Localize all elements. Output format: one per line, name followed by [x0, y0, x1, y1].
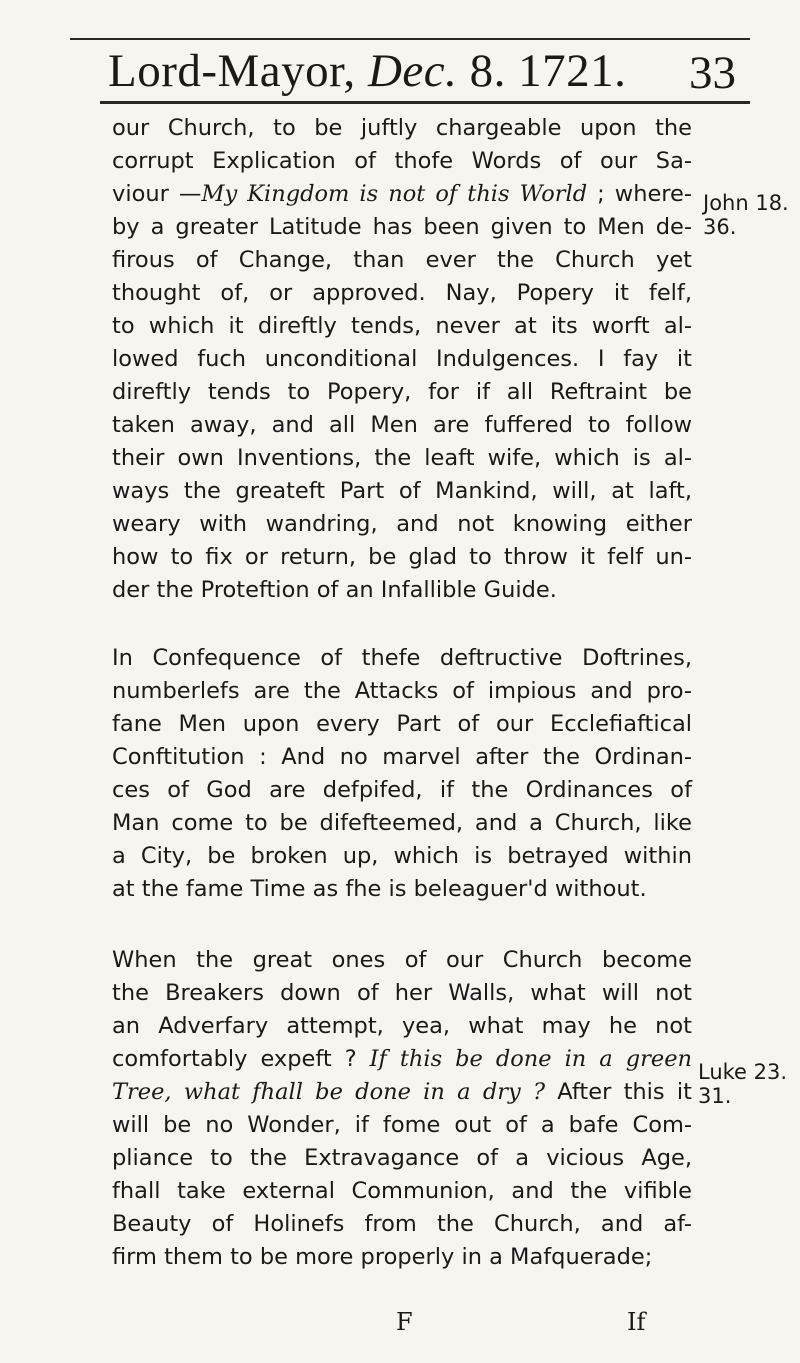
text-line: by a greater Latitude has been given to Men de- — [112, 214, 692, 240]
text-line: taken away, and all Men are fuffered to follow — [112, 412, 692, 438]
running-head-prefix: Lord-Mayor, — [108, 45, 356, 97]
catchword: If — [627, 1308, 646, 1336]
text-line: firm them to be more properly in a Mafquerade; — [112, 1244, 653, 1270]
text-line: Conftitution : And no marvel after the Ordinan- — [112, 744, 692, 770]
text-line: direftly tends to Popery, for if all Reftraint be — [112, 379, 692, 405]
text-line — [112, 1076, 692, 1109]
text-line: fane Men upon every Part of our Ecclefiaftical — [112, 711, 692, 737]
text-line: weary with wandring, and not knowing either — [112, 511, 692, 537]
text-line: Beauty of Holinefs from the Church, and af- — [112, 1211, 692, 1237]
text-span: After this it — [545, 1079, 692, 1105]
text-line: fhall take external Communion, and the vifible — [112, 1178, 692, 1204]
text-line: at the fame Time as fhe is beleaguer'd without. — [112, 876, 647, 902]
text-line: lowed fuch unconditional Indulgences. I fay it — [112, 346, 692, 372]
text-line: In Confequence of thefe deftructive Doftrines, — [112, 645, 692, 671]
signature-mark: F — [396, 1308, 413, 1336]
text-line: will be no Wonder, if fome out of a bafe Com- — [112, 1112, 692, 1138]
text-span: ; where- — [587, 181, 693, 207]
margin-reference-luke — [698, 1060, 787, 1108]
quotation-italic: My Kingdom is not of this World — [201, 181, 588, 207]
text-line: der the Proteftion of an Infallible Guide. — [112, 577, 557, 603]
page-number: 33 — [689, 47, 736, 99]
running-head — [108, 40, 626, 102]
text-line: how to fix or return, be glad to throw it felf un- — [112, 544, 692, 570]
text-span: comfortably expeft ? — [112, 1046, 370, 1072]
margin-reference-john — [703, 191, 789, 239]
text-line: ways the greateft Part of Mankind, will, at laft, — [112, 478, 692, 504]
header-rule — [100, 101, 750, 104]
margin-reference-line: John 18. — [703, 191, 789, 215]
text-line: the Breakers down of her Walls, what will not — [112, 980, 692, 1006]
quotation-italic: If this be done in a green — [369, 1046, 692, 1072]
text-line: When the great ones of our Church become — [112, 947, 692, 973]
text-span: viour — — [112, 181, 202, 207]
text-line: a City, be broken up, which is betrayed within — [112, 843, 692, 869]
running-head-dec: Dec. — [367, 45, 458, 97]
text-line: their own Inventions, the leaft wife, which is al- — [112, 445, 692, 471]
text-line: to which it direftly tends, never at its worft al- — [112, 313, 692, 339]
text-line — [112, 178, 692, 211]
text-line: thought of, or approved. Nay, Popery it felf, — [112, 280, 692, 306]
quotation-italic: Tree, what fhall be done in a dry ? — [112, 1079, 546, 1105]
text-line — [112, 1043, 692, 1076]
text-line: numberlefs are the Attacks of impious and pro- — [112, 678, 692, 704]
margin-reference-line: Luke 23. — [698, 1060, 788, 1084]
page-header — [108, 40, 758, 102]
text-line: firous of Change, than ever the Church yet — [112, 247, 692, 273]
running-head-date: 8. 1721. — [469, 45, 627, 97]
text-line: pliance to the Extravagance of a vicious Age, — [112, 1145, 692, 1171]
text-line: an Adverfary attempt, yea, what may he not — [112, 1013, 692, 1039]
text-line: corrupt Explication of thofe Words of our Sa- — [112, 148, 692, 174]
margin-reference-line: 36. — [703, 215, 737, 239]
margin-reference-line: 31. — [698, 1084, 732, 1108]
text-line: our Church, to be juftly chargeable upon the — [112, 115, 692, 141]
text-line: ces of God are defpifed, if the Ordinances of — [112, 777, 692, 803]
text-line: Man come to be difefteemed, and a Church, like — [112, 810, 692, 836]
